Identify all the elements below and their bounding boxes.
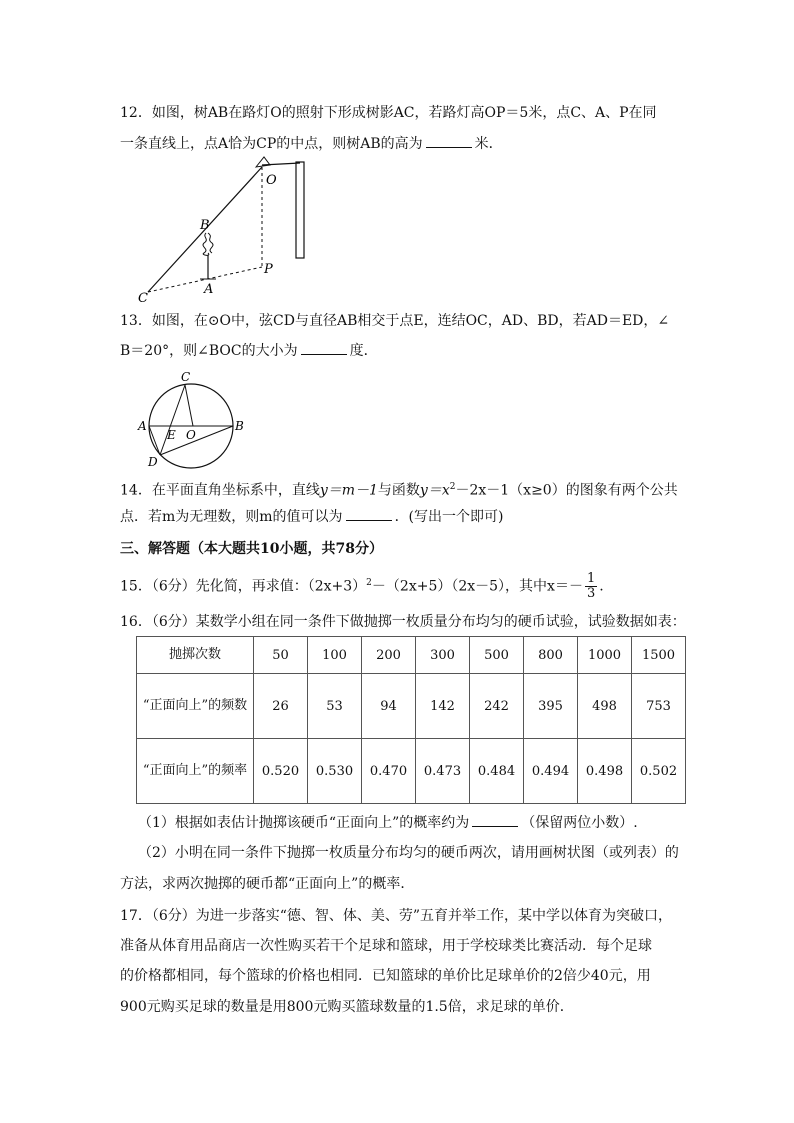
q13-label-o: O	[186, 428, 196, 442]
q14-func-expr: y＝x	[419, 482, 450, 499]
q13-line-1: 13．如图，在⊙O中，弦CD与直径AB相交于点E，连结OC，AD、BD，若AD＝ED，∠	[120, 313, 670, 329]
q17-line-4: 900元购买足球的数量是用800元购买篮球数量的1.5倍，求足球的单价．	[120, 999, 574, 1015]
q12-label-c: C	[138, 291, 148, 305]
q12-line-2-unit: 米．	[474, 136, 503, 152]
lamp-head	[256, 157, 270, 167]
q13-label-c: C	[181, 370, 191, 384]
q13-figure	[135, 368, 255, 470]
q14-exponent: 2	[449, 482, 456, 492]
q14-line-2-text: 点．若m为无理数，则m的值可以为	[120, 509, 343, 525]
table-cell: 395	[524, 674, 578, 739]
q17-line-1: 17．（6分）为进一步落实“德、智、体、美、劳”五育并举工作，某中学以体育为突破口，	[120, 908, 673, 924]
table-cell: 498	[578, 674, 632, 739]
q12-label-o: O	[266, 173, 277, 188]
table-row-throws	[137, 637, 686, 674]
table-cell: 242	[470, 674, 524, 739]
q13-line-2	[120, 341, 378, 361]
table-cell: 1500	[632, 637, 686, 674]
table-cell: 200	[362, 637, 416, 674]
q14-answer-blank[interactable]	[346, 508, 392, 521]
q13-label-a: A	[138, 419, 147, 433]
q12-label-b: B	[200, 218, 210, 233]
table-cell: 53	[308, 674, 362, 739]
q14-text-2: 与函数	[377, 482, 420, 499]
q15-frac-num: 1	[586, 571, 596, 586]
table-cell: 0.530	[308, 739, 362, 804]
q15-text-3: .	[599, 578, 604, 595]
table-cell: 94	[362, 674, 416, 739]
table-cell: 142	[416, 674, 470, 739]
q15-fraction	[585, 572, 597, 601]
q17-line-2: 准备从体育用品商店一次性购买若干个足球和篮球，用于学校球类比赛活动．每个足球	[120, 938, 652, 954]
chord-cd	[160, 385, 185, 455]
q15-text-1: 15．（6分）先化简，再求值：（2x+3）	[120, 578, 367, 595]
q13-answer-blank[interactable]	[301, 342, 347, 355]
q14-line-2	[120, 507, 504, 527]
q16-answer-blank[interactable]	[472, 814, 518, 827]
q12-line-1: 12．如图，树AB在路灯O的照射下形成树影AC，若路灯高OP＝5米，点C、A、P在同	[120, 105, 657, 121]
q12-label-p: P	[264, 262, 273, 277]
table-row-rates	[137, 739, 686, 804]
table-cell: 0.484	[470, 739, 524, 804]
table-row-heads	[137, 674, 686, 739]
row-header-throws: 抛掷次数	[137, 637, 254, 674]
q13-label-b: B	[235, 419, 244, 433]
table-cell: 0.470	[362, 739, 416, 804]
table-cell: 0.498	[578, 739, 632, 804]
q16-data-table	[136, 636, 686, 804]
section-3-heading: 三、解答题（本大题共10小题，共78分）	[120, 541, 383, 557]
q14-line-1	[120, 477, 678, 501]
q13-line-2-text: B＝20°，则∠BOC的大小为	[120, 343, 298, 359]
q16-part-1-note: （保留两位小数）.	[521, 815, 638, 831]
q13-line-2-unit: 度．	[349, 343, 378, 359]
q17-line-3: 的价格都相同，每个篮球的价格也相同．已知篮球的单价比足球单价的2倍少40元，用	[120, 968, 651, 984]
row-header-rates: “正面向上”的频率	[137, 739, 254, 804]
q16-line-1: 16．（6分）某数学小组在同一条件下做抛掷一枚质量分布均匀的硬币试验，试验数据如表：	[120, 614, 686, 630]
q15-line	[120, 572, 604, 601]
q12-label-a: A	[204, 282, 214, 297]
table-cell: 100	[308, 637, 362, 674]
table-cell: 1000	[578, 637, 632, 674]
table-cell: 0.494	[524, 739, 578, 804]
table-cell: 300	[416, 637, 470, 674]
q12-figure	[130, 155, 320, 305]
q13-label-d: D	[148, 455, 158, 469]
table-cell: 0.502	[632, 739, 686, 804]
q15-exponent: 2	[366, 577, 372, 588]
q15-frac-den: 3	[586, 586, 596, 601]
lamp-arm	[262, 163, 300, 165]
tree-icon	[203, 233, 213, 255]
table-cell: 26	[254, 674, 308, 739]
segment-oc	[185, 385, 193, 426]
q16-part-2-line-2: 方法，求两次抛掷的硬币都“正面向上”的概率．	[120, 876, 415, 892]
q16-part-2-line-1: （2）小明在同一条件下抛掷一枚质量分布均匀的硬币两次，请用画树状图（或列表）的	[138, 845, 679, 861]
table-cell: 0.473	[416, 739, 470, 804]
q13-label-e: E	[167, 428, 176, 442]
q16-part-1	[138, 813, 638, 833]
q14-text-3: －2x－1（x≥0）的图象有两个公共	[455, 482, 678, 499]
segment-ad	[149, 426, 160, 455]
q16-part-1-text: （1）根据如表估计抛掷该硬币“正面向上”的概率约为	[138, 815, 470, 831]
q14-line-2-hint: ．(写出一个即可)	[394, 509, 504, 525]
q12-line-2-text: 一条直线上，点A恰为CP的中点，则树AB的高为	[120, 136, 423, 152]
lamp-post	[296, 162, 304, 258]
table-cell: 0.520	[254, 739, 308, 804]
q14-text-1: 14．在平面直角坐标系中，直线	[120, 482, 320, 499]
table-cell: 753	[632, 674, 686, 739]
table-cell: 50	[254, 637, 308, 674]
table-cell: 500	[470, 637, 524, 674]
row-header-heads: “正面向上”的频数	[137, 674, 254, 739]
q12-line-2	[120, 134, 503, 154]
q14-line-expr: y＝m－1	[319, 482, 378, 499]
q15-text-2: －（2x+5）（2x－5），其中x＝－	[371, 578, 583, 595]
q12-answer-blank[interactable]	[426, 135, 472, 148]
table-cell: 800	[524, 637, 578, 674]
